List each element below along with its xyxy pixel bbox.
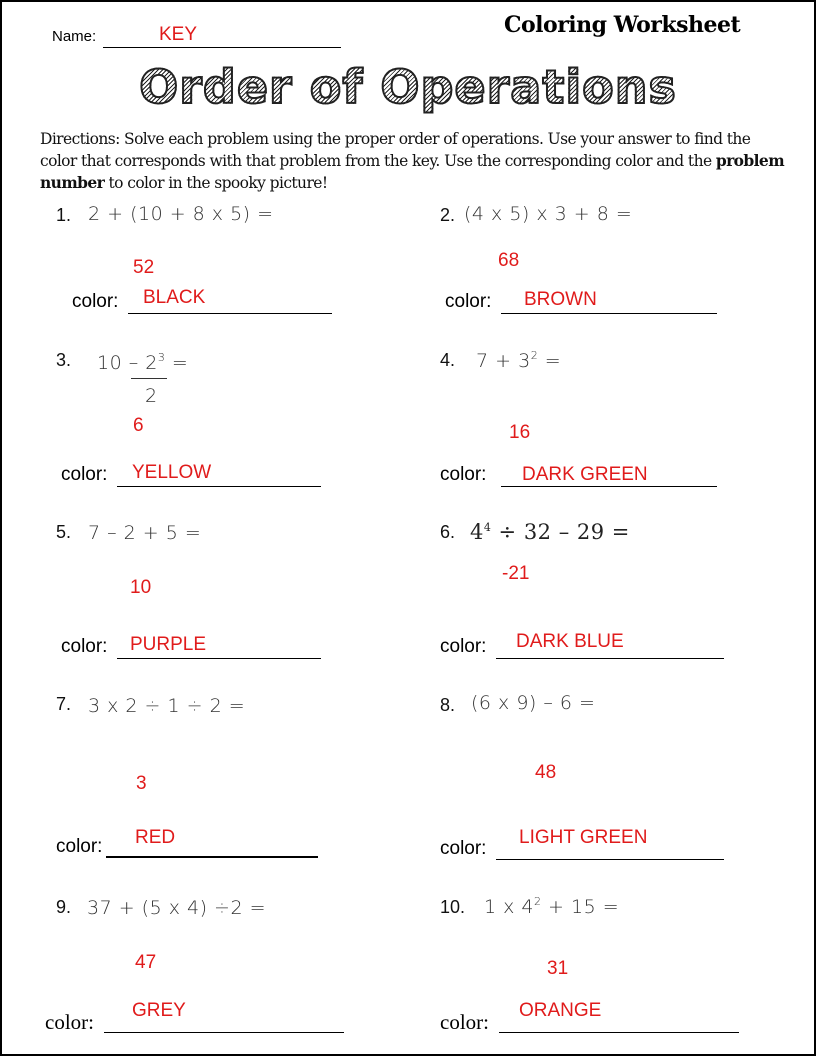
problem-number: 10.	[440, 897, 466, 917]
name-label: Name:	[52, 28, 97, 45]
expr-part: 1 x 4	[484, 896, 534, 918]
fraction-bar	[131, 378, 167, 379]
problem-answer: 3	[136, 773, 147, 794]
color-field[interactable]	[117, 486, 321, 487]
problem-expression: (4 x 5) x 3 + 8 =	[464, 203, 633, 225]
problem-answer: 10	[130, 577, 152, 598]
name-value: KEY	[159, 24, 198, 45]
color-answer: YELLOW	[132, 462, 212, 483]
exponent: 2	[530, 349, 539, 362]
exponent: 2	[534, 895, 542, 908]
page-title: Order of Operations	[2, 60, 814, 114]
problem-answer: 52	[133, 257, 155, 278]
expr-part: =	[165, 352, 189, 374]
expr-part: + 15 =	[541, 896, 620, 918]
color-answer: LIGHT GREEN	[519, 827, 648, 848]
problem-number: 4.	[440, 350, 456, 370]
color-field[interactable]	[496, 658, 724, 659]
directions-text	[40, 128, 790, 194]
problem-number: 9.	[56, 897, 72, 917]
problem-expression	[476, 349, 561, 372]
color-field[interactable]	[117, 658, 321, 659]
color-answer: RED	[135, 827, 176, 848]
problem-answer: -21	[502, 563, 530, 584]
problem-number: 3.	[56, 350, 72, 370]
color-field[interactable]	[499, 1032, 739, 1033]
problem-expression	[470, 520, 630, 544]
expr-part: 4	[470, 520, 484, 544]
color-label: color:	[440, 464, 487, 485]
problem-answer: 16	[509, 422, 531, 443]
color-answer: BROWN	[524, 289, 597, 310]
color-field[interactable]	[128, 313, 332, 314]
color-field[interactable]	[106, 856, 318, 858]
color-label: color:	[61, 464, 108, 485]
color-answer: GREY	[132, 1000, 186, 1021]
problem-answer: 47	[135, 952, 157, 973]
problem-answer: 6	[133, 415, 144, 436]
exponent: 3	[157, 351, 166, 364]
color-answer: BLACK	[143, 287, 206, 308]
color-field[interactable]	[104, 1032, 344, 1033]
problem-answer: 31	[547, 958, 569, 979]
color-answer: PURPLE	[130, 634, 207, 655]
color-label: color:	[445, 291, 492, 312]
directions-suffix: to color in the spooky picture!	[104, 174, 328, 192]
expr-part: 7 + 3	[476, 350, 531, 372]
problem-answer: 68	[498, 250, 520, 271]
color-field[interactable]	[501, 486, 717, 487]
problem-number: 1.	[56, 205, 72, 225]
problem-expression	[484, 895, 619, 918]
color-field[interactable]	[496, 859, 724, 860]
color-field[interactable]	[501, 313, 717, 314]
color-label: color:	[61, 636, 108, 657]
problem-expression: 7 – 2 + 5 =	[88, 522, 202, 544]
expr-part: =	[538, 350, 562, 372]
color-label: color:	[56, 836, 103, 857]
exponent: 4	[483, 521, 492, 534]
problem-answer: 48	[535, 762, 557, 783]
color-label: color:	[440, 636, 487, 657]
problem-expression-numerator	[97, 351, 188, 374]
name-field[interactable]	[103, 47, 341, 48]
color-label: color:	[440, 838, 487, 859]
problem-number: 2.	[440, 205, 456, 225]
problem-expression-denominator: 2	[145, 385, 158, 407]
problem-expression: (6 x 9) – 6 =	[471, 692, 596, 714]
color-label: color:	[72, 291, 119, 312]
color-answer: DARK GREEN	[522, 464, 648, 485]
problem-expression: 2 + (10 + 8 x 5) =	[88, 203, 274, 225]
expr-part: 10 – 2	[97, 352, 158, 374]
worksheet-title: Coloring Worksheet	[504, 12, 741, 38]
directions-bold: problem number	[40, 151, 784, 192]
directions-prefix: Directions: Solve each problem using the proper order of operations. Use your answer to find the color that corresponds with that problem from the key. Use the corresponding color and the	[40, 130, 751, 170]
problem-number: 5.	[56, 522, 72, 542]
color-answer: DARK BLUE	[516, 631, 624, 652]
color-label: color:	[440, 1010, 489, 1034]
problem-number: 7.	[56, 694, 72, 714]
color-answer: ORANGE	[519, 1000, 602, 1021]
problem-number: 6.	[440, 522, 456, 542]
expr-part: ÷ 32 – 29 =	[491, 520, 630, 544]
problem-expression: 37 + (5 x 4) ÷2 =	[87, 897, 267, 919]
color-label: color:	[45, 1010, 94, 1034]
problem-expression: 3 x 2 ÷ 1 ÷ 2 =	[88, 695, 246, 717]
problem-number: 8.	[440, 695, 456, 715]
